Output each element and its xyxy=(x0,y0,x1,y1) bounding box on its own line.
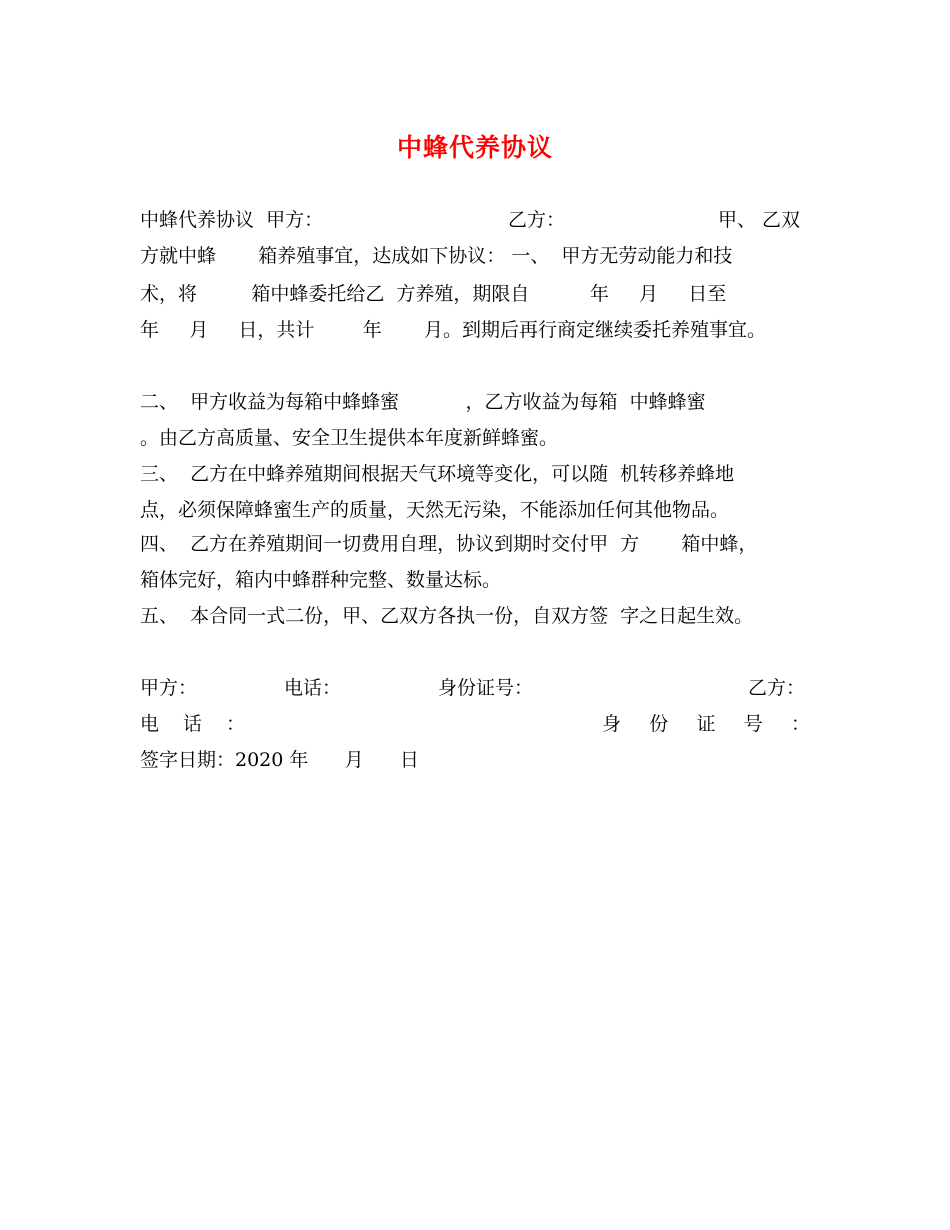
intro-line-1-party-a: 中蜂代养协议 甲方： xyxy=(140,209,324,231)
clause-2-line-2: 。由乙方高质量、安全卫生提供本年度新鲜蜂蜜。 xyxy=(140,427,559,449)
id-b-char: 号 xyxy=(743,713,763,735)
signature-date: 签字日期：2020 年 月 日 xyxy=(140,749,419,771)
intro-line-4: 年 月 日，共计 年 月。到期后再行商定继续委托养殖事宜。 xyxy=(140,319,766,341)
phone-b-char: 话 xyxy=(182,713,202,735)
signature-party-b: 乙方： xyxy=(748,677,806,699)
clause-4-line-2: 箱体完好，箱内中蜂群种完整、数量达标。 xyxy=(140,569,502,591)
clause-2-line-1: 二、 甲方收益为每箱中蜂蜂蜜 ，乙方收益为每箱 中蜂蜂蜜 xyxy=(140,391,706,413)
signature-id-b xyxy=(602,712,810,736)
id-b-char: 份 xyxy=(649,713,669,735)
id-b-char: 身 xyxy=(602,713,622,735)
document-title: 中蜂代养协议 xyxy=(396,133,553,162)
intro-line-1-both: 甲、 乙双 xyxy=(718,209,801,231)
clause-5-line-1: 五、 本合同一式二份，甲、乙双方各执一份，自双方签 字之日起生效。 xyxy=(140,605,754,627)
id-b-char: ： xyxy=(790,713,810,735)
phone-b-char: 电 xyxy=(140,713,160,735)
signature-line-2 xyxy=(140,712,810,736)
phone-b-char: ： xyxy=(225,713,245,735)
signature-id-a: 身份证号： xyxy=(438,677,534,699)
clause-3-line-2: 点，必须保障蜂蜜生产的质量，天然无污染，不能添加任何其他物品。 xyxy=(140,499,730,521)
id-b-char: 证 xyxy=(696,713,716,735)
intro-line-1-party-b: 乙方： xyxy=(508,209,566,231)
signature-party-a: 甲方： xyxy=(140,677,198,699)
intro-line-2: 方就中蜂 箱养殖事宜，达成如下协议： 一、 甲方无劳动能力和技 xyxy=(140,245,733,267)
clause-4-line-1: 四、 乙方在养殖期间一切费用自理，协议到期时交付甲 方 箱中蜂， xyxy=(140,533,758,555)
intro-line-3: 术，将 箱中蜂委托给乙 方养殖，期限自 年 月 日至 xyxy=(140,283,727,305)
signature-phone-a: 电话： xyxy=(284,677,342,699)
clause-3-line-1: 三、 乙方在中蜂养殖期间根据天气环境等变化，可以随 机转移养蜂地 xyxy=(140,463,735,485)
signature-phone-b xyxy=(140,712,245,736)
